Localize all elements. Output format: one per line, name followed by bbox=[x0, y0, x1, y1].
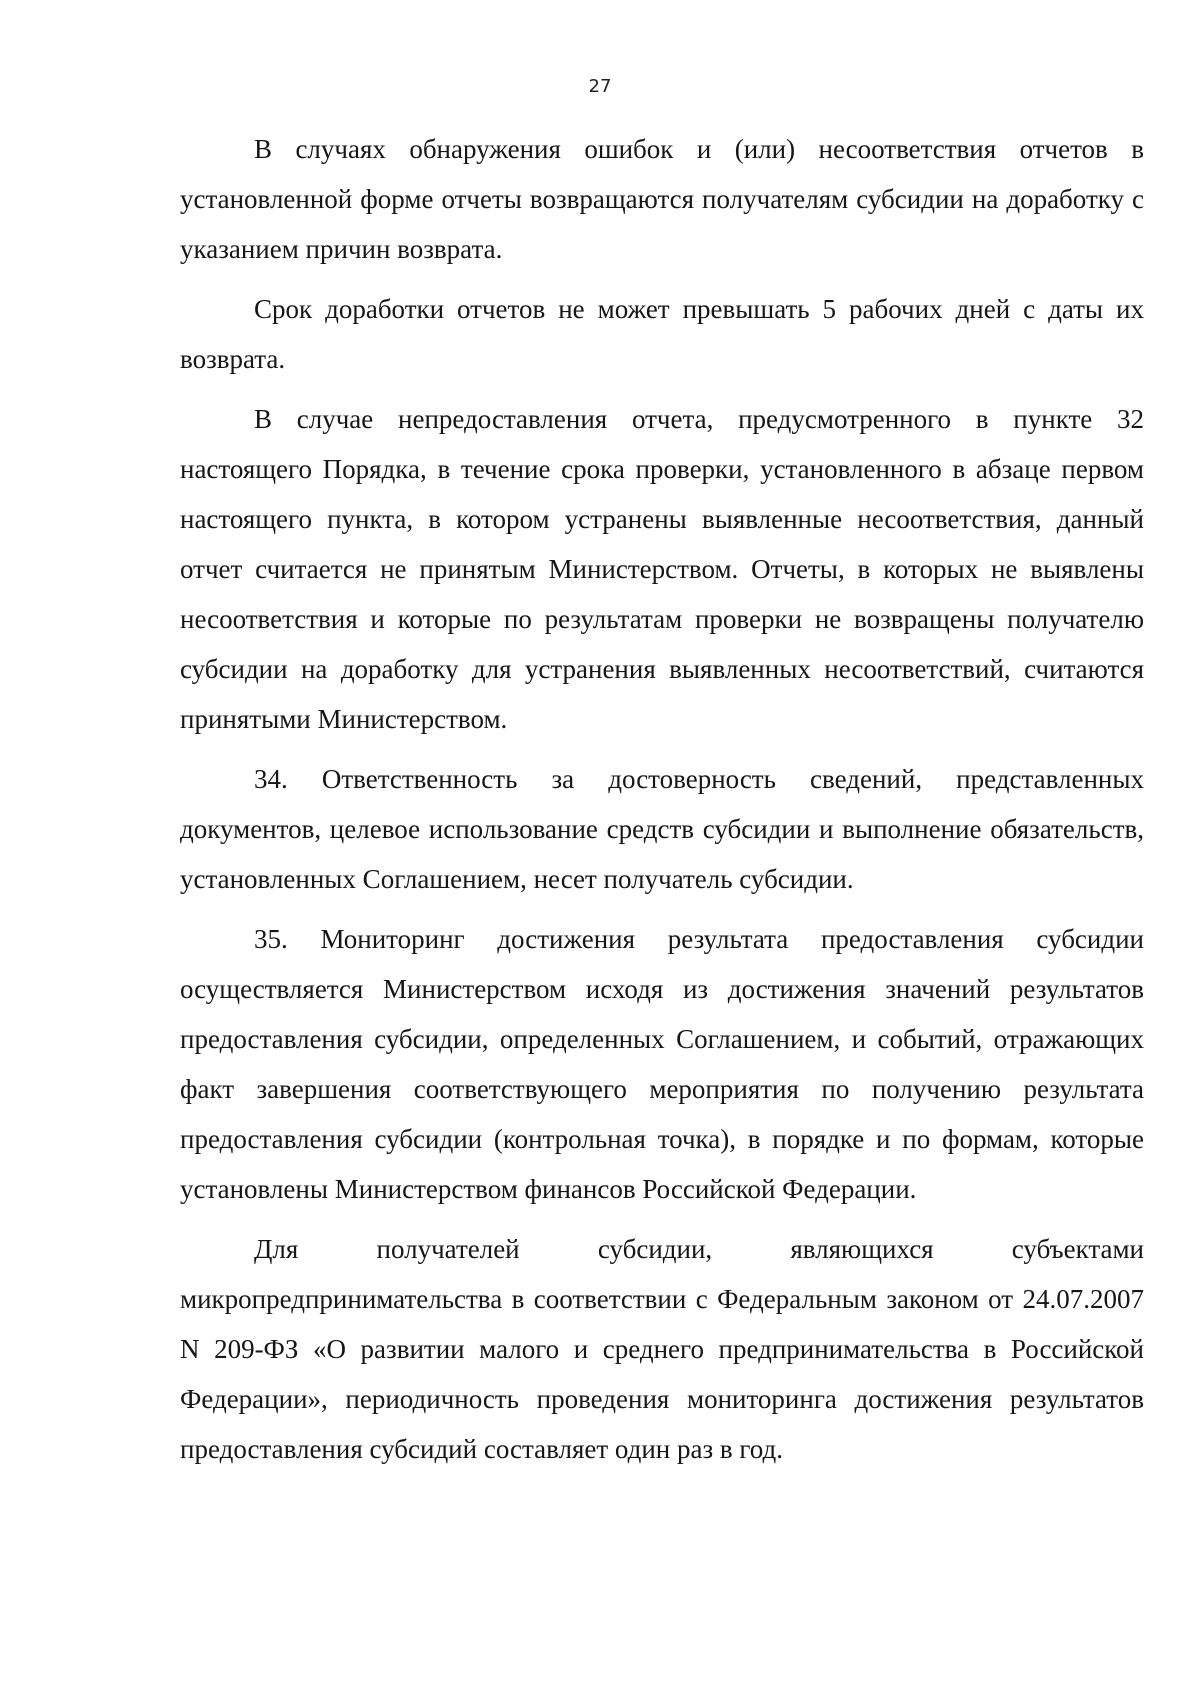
paragraph-item-34: 34. Ответственность за достоверность сведений, представленных документов, целевое использование средств субсидии и выполнение обязательств, установленных Соглашением, несет получатель субсидии. bbox=[180, 764, 1144, 894]
paragraph-report-not-provided: В случае непредоставления отчета, предусмотренного в пункте 32 настоящего Порядка, в течение срока проверки, установленного в абзаце первом настоящего пункта, в котором устранены выявленные несоответствия, данный отчет считается не принятым Министерством. Отчеты, в которых не выявлены несоответствия и которые по результатам проверки не возвращены получателю субсидии на доработку для устранения выявленных несоответствий, считаются принятыми Министерством. bbox=[180, 404, 1144, 734]
page-number: 27 bbox=[588, 76, 612, 97]
paragraph-report-errors: В случаях обнаружения ошибок и (или) несоответствия отчетов в установленной форме отчеты возвращаются получателям субсидии на доработку с указанием причин возврата. bbox=[180, 134, 1144, 264]
paragraph-revision-deadline: Срок доработки отчетов не может превышать 5 рабочих дней с даты их возврата. bbox=[180, 294, 1144, 374]
paragraph-monitoring-frequency: Для получателей субсидии, являющихся субъектами микропредпринимательства в соответствии с Федеральным законом от 24.07.2007 N 209-ФЗ «О развитии малого и среднего предпринимательства в Российской Федерации», периодичность проведения мониторинга достижения результатов предоставления субсидий составляет один раз в год. bbox=[180, 1234, 1144, 1464]
document-body bbox=[180, 124, 1144, 1474]
paragraph-item-35: 35. Мониторинг достижения результата предоставления субсидии осуществляется Министерством исходя из достижения значений результатов предоставления субсидии, определенных Соглашением, и событий, отражающих факт завершения соответствующего мероприятия по получению результата предоставления субсидии (контрольная точка), в порядке и по формам, которые установлены Министерством финансов Российской Федерации. bbox=[180, 924, 1144, 1204]
